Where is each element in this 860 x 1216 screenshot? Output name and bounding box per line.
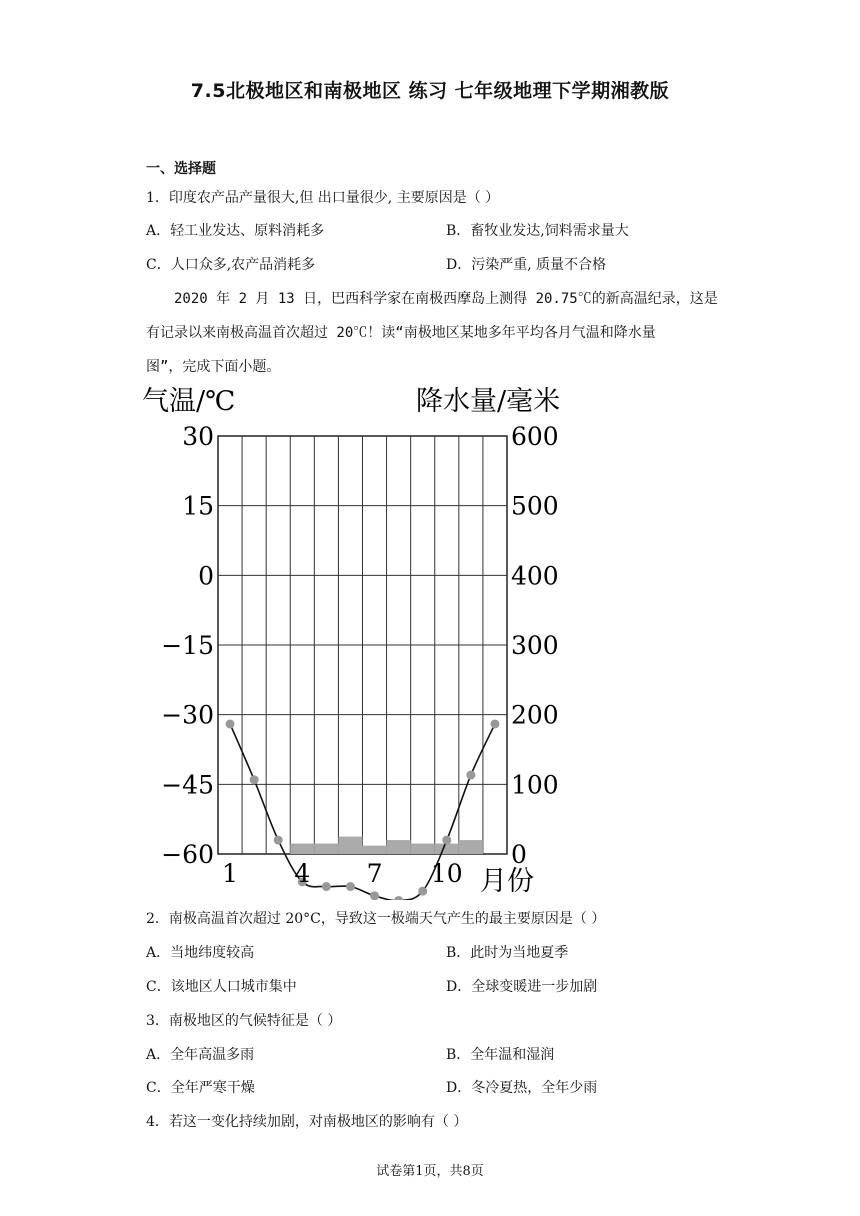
question-2-option-d: D．全球变暖进一步加剧 — [446, 979, 598, 995]
precip-bar — [411, 844, 435, 854]
temperature-point — [394, 896, 403, 900]
precip-bar — [387, 840, 411, 854]
temp-tick-label: −30 — [161, 700, 214, 730]
passage-line-2: 有记录以来南极高温首次超过 20℃！读“南极地区某地多年平均各月气温和降水量 — [146, 325, 656, 341]
temp-tick-label: −15 — [161, 631, 214, 660]
precip-tick-label: 500 — [511, 491, 559, 521]
precip-bar — [363, 846, 387, 854]
temperature-point — [226, 719, 235, 728]
precip-bar — [290, 844, 314, 854]
passage-line-3: 图”，完成下面小题。 — [146, 359, 281, 375]
temperature-point — [370, 891, 379, 900]
temp-axis-label: 气温/℃ — [142, 386, 236, 417]
climate-chart — [140, 378, 580, 900]
question-2-option-c: C．该地区人口城市集中 — [146, 979, 297, 995]
precip-tick-label: 400 — [511, 561, 559, 591]
month-tick-label: 1 — [222, 859, 238, 888]
temperature-point — [250, 775, 259, 784]
month-tick-label: 4 — [294, 859, 311, 888]
axis-ticks — [161, 422, 558, 888]
temperature-point — [466, 771, 475, 780]
page-title: 7.5北极地区和南极地区 练习 七年级地理下学期湘教版 — [190, 80, 670, 102]
question-1-option-d: D．污染严重, 质量不合格 — [446, 257, 607, 273]
precip-tick-label: 0 — [511, 840, 527, 869]
temp-tick-label: 30 — [182, 422, 214, 451]
question-4-stem: 4．若这一变化持续加剧，对南极地区的影响有（ ） — [146, 1114, 468, 1130]
month-tick-label: 10 — [430, 859, 463, 888]
temp-tick-label: 0 — [198, 561, 214, 591]
temp-tick-label: 15 — [182, 491, 214, 521]
precip-bar — [459, 840, 483, 854]
question-3-option-c: C．全年严寒干燥 — [146, 1080, 255, 1096]
precip-tick-label: 100 — [511, 770, 559, 800]
question-2-option-a: A．当地纬度较高 — [146, 945, 255, 961]
precip-axis-label: 降水量/毫米 — [416, 386, 561, 417]
precip-tick-label: 300 — [511, 631, 559, 660]
temperature-point — [322, 882, 331, 891]
question-1-stem: 1．印度农产品产量很大,但 出口量很少, 主要原因是（ ） — [146, 190, 500, 206]
precip-bar — [314, 844, 338, 854]
temperature-point — [346, 882, 355, 891]
question-1-option-b: B．畜牧业发达,饲料需求量大 — [446, 223, 629, 239]
temp-tick-label: −60 — [161, 840, 214, 869]
page-footer: 试卷第1页，共8页 — [376, 1164, 484, 1179]
question-1-option-a: A．轻工业发达、原料消耗多 — [146, 223, 325, 239]
month-tick-label: 7 — [366, 859, 383, 888]
chart-grid — [218, 436, 507, 854]
temperature-point — [490, 719, 499, 728]
question-2-option-b: B．此时为当地夏季 — [446, 945, 569, 961]
question-2-stem: 2．南极高温首次超过 20°C，导致这一极端天气产生的最主要原因是（ ） — [146, 911, 606, 927]
precip-tick-label: 200 — [511, 700, 559, 730]
temperature-point — [274, 836, 283, 845]
temperature-point — [418, 887, 427, 896]
precip-tick-label: 600 — [511, 422, 559, 451]
question-1-option-c: C．人口众多,农产品消耗多 — [146, 257, 316, 273]
precip-bar — [435, 844, 459, 854]
temperature-point — [442, 836, 451, 845]
passage-line-1: 2020 年 2 月 13 日，巴西科学家在南极西摩岛上测得 20.75℃的新高温纪录，这是 — [174, 291, 718, 307]
temp-tick-label: −45 — [161, 770, 214, 800]
section-heading: 一、选择题 — [146, 161, 216, 177]
precip-bar — [338, 837, 362, 854]
question-3-option-d: D．冬冷夏热，全年少雨 — [446, 1080, 598, 1096]
question-3-option-b: B．全年温和湿润 — [446, 1047, 555, 1063]
question-3-stem: 3．南极地区的气候特征是（ ） — [146, 1013, 342, 1029]
month-axis-label: 月份 — [480, 866, 534, 897]
question-3-option-a: A．全年高温多雨 — [146, 1047, 255, 1063]
